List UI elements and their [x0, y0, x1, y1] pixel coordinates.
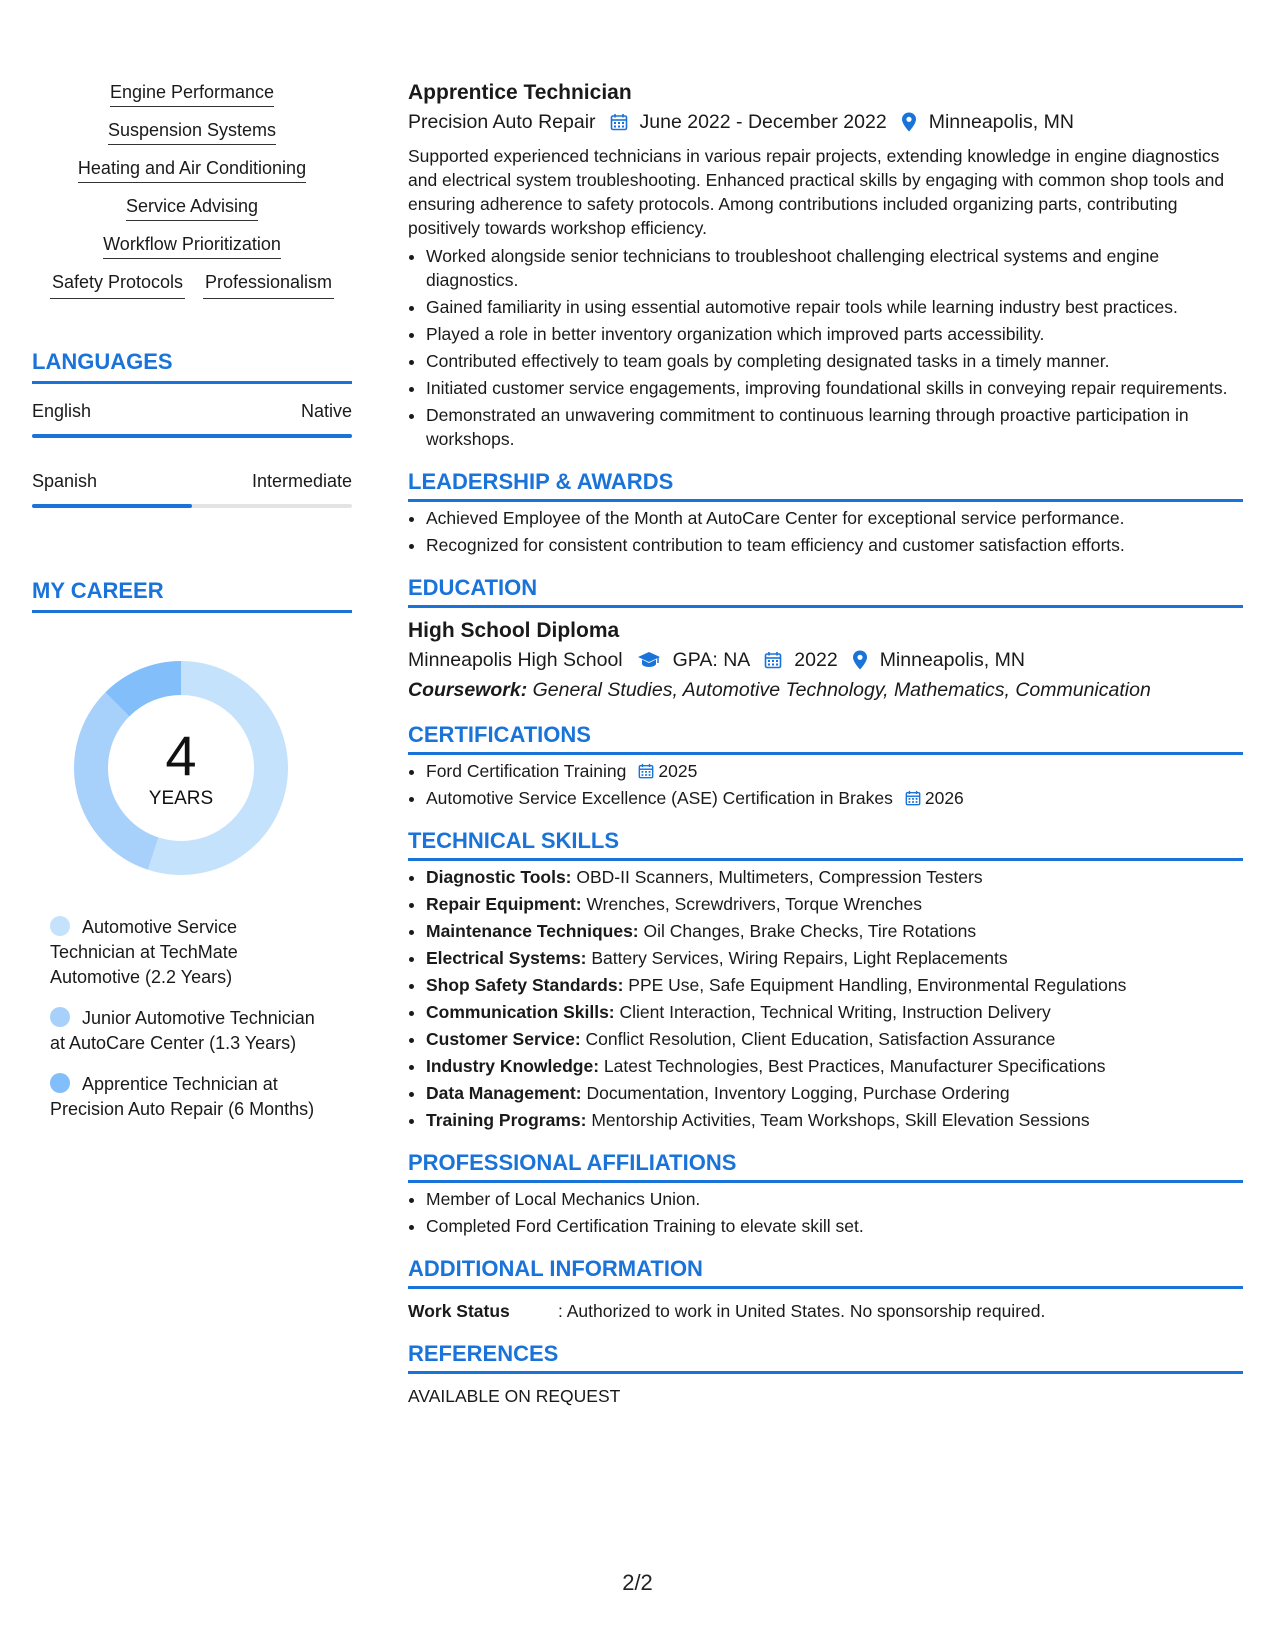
- language-name: English: [32, 401, 92, 421]
- donut-center: [66, 653, 296, 883]
- education-meta: [408, 644, 1243, 676]
- list-item: [426, 1081, 1243, 1105]
- skill-category: Electrical Systems:: [426, 948, 587, 968]
- proficiency-bar: [32, 504, 352, 508]
- work-status-value: : Authorized to work in United States. No sponsorship required.: [558, 1301, 1046, 1321]
- language-level: Intermediate: [251, 471, 352, 491]
- career-heading: MY CAREER: [32, 578, 352, 613]
- technical-skills-heading: TECHNICAL SKILLS: [408, 828, 1243, 861]
- awards-heading: LEADERSHIP & AWARDS: [408, 469, 1243, 502]
- legend-item: [50, 1072, 320, 1122]
- language-level: Native: [300, 401, 352, 421]
- skill-text: Heating and Air Conditioning: [78, 158, 306, 183]
- list-item: [426, 786, 1243, 810]
- education-heading: EDUCATION: [408, 575, 1243, 608]
- technical-skills-list: [408, 865, 1243, 1132]
- work-status: [408, 1299, 1243, 1323]
- certifications-list: [408, 759, 1243, 810]
- career-total: 4: [165, 724, 197, 787]
- skill-tag: [32, 194, 352, 218]
- skill-values: Conflict Resolution, Client Education, Satisfaction Assurance: [580, 1029, 1056, 1049]
- list-item: [426, 1000, 1243, 1024]
- list-item: [426, 865, 1243, 889]
- proficiency-fill: [32, 434, 352, 438]
- references-text: AVAILABLE ON REQUEST: [408, 1386, 621, 1406]
- skill-category: Training Programs:: [426, 1110, 587, 1130]
- job-title: Apprentice Technician: [408, 81, 632, 104]
- list-item: [426, 1054, 1243, 1078]
- affiliations-heading: PROFESSIONAL AFFILIATIONS: [408, 1150, 1243, 1183]
- list-item: [426, 973, 1243, 997]
- skill-category: Maintenance Techniques:: [426, 921, 639, 941]
- skill-tag: Professionalism: [203, 270, 334, 299]
- legend-label: Junior Automotive Technician at AutoCare Center (1.3 Years): [50, 1008, 315, 1053]
- list-item: • Contributed effectively to team goals by completing designated tasks in a timely manner.: [426, 349, 1243, 373]
- skill-text: Engine Performance: [110, 82, 274, 107]
- legend-item: [50, 915, 320, 990]
- list-item: • Member of Local Mechanics Union.: [426, 1187, 1243, 1211]
- skill-category: Customer Service:: [426, 1029, 581, 1049]
- graduation-year: 2022: [794, 649, 838, 671]
- skill-values: PPE Use, Safe Equipment Handling, Environmental Regulations: [623, 975, 1127, 995]
- calendar-icon: [638, 763, 654, 779]
- cert-name: • Ford Certification Training: [426, 761, 627, 781]
- job-dates: June 2022 - December 2022: [639, 111, 887, 133]
- skill-category: Communication Skills:: [426, 1002, 615, 1022]
- skill-tag: [32, 156, 352, 180]
- legend-dot: [50, 1073, 70, 1093]
- certifications-heading: CERTIFICATIONS: [408, 722, 1243, 755]
- skill-values: OBD-II Scanners, Multimeters, Compression Testers: [571, 867, 983, 887]
- list-item: • Gained familiarity in using essential automotive repair tools while learning industry best practices.: [426, 295, 1243, 319]
- skill-tag: [32, 80, 352, 104]
- school-name: Minneapolis High School: [408, 649, 623, 671]
- list-item: • Initiated customer service engagements, improving foundational skills in conveying repair requirements.: [426, 376, 1243, 400]
- list-item: [426, 759, 1243, 783]
- job-meta: [408, 106, 1243, 138]
- career-legend: [50, 915, 320, 1122]
- right-column: [408, 80, 1243, 1408]
- skill-values: Battery Services, Wiring Repairs, Light Replacements: [586, 948, 1008, 968]
- skill-values: Oil Changes, Brake Checks, Tire Rotations: [638, 921, 977, 941]
- list-item: [426, 1027, 1243, 1051]
- languages-heading: LANGUAGES: [32, 349, 352, 384]
- skill-values: Mentorship Activities, Team Workshops, Skill Elevation Sessions: [586, 1110, 1090, 1130]
- skill-tag: [32, 118, 352, 142]
- skill-values: Latest Technologies, Best Practices, Manufacturer Specifications: [599, 1056, 1106, 1076]
- work-status-label: Work Status: [408, 1301, 510, 1321]
- list-item: • Recognized for consistent contribution to team efficiency and customer satisfaction efforts.: [426, 533, 1243, 557]
- education-entry: [408, 618, 1243, 704]
- career-unit: YEARS: [148, 788, 214, 809]
- coursework-label: Coursework:: [408, 679, 528, 701]
- cert-year: 2025: [658, 761, 698, 781]
- graduation-cap-icon: [637, 651, 661, 669]
- list-item: [426, 892, 1243, 916]
- career-donut: [66, 653, 296, 883]
- languages-section: [32, 349, 352, 508]
- skill-tag: [32, 232, 352, 256]
- gpa: GPA: NA: [672, 649, 751, 671]
- cert-name: • Automotive Service Excellence (ASE) Certification in Brakes: [426, 788, 893, 808]
- language-item: [32, 468, 352, 508]
- coursework-list: General Studies, Automotive Technology, Mathematics, Communication: [527, 679, 1151, 701]
- list-item: • Played a role in better inventory organization which improved parts accessibility.: [426, 322, 1243, 346]
- job-location: Minneapolis, MN: [928, 111, 1074, 133]
- location-pin-icon: [852, 650, 868, 670]
- coursework: [408, 676, 1243, 704]
- career-section: [32, 578, 352, 1122]
- skills-list: [32, 80, 352, 299]
- skill-category: Diagnostic Tools:: [426, 867, 572, 887]
- skill-tag: Safety Protocols: [50, 270, 185, 299]
- page-number: 2/2: [622, 1570, 653, 1595]
- references-heading: REFERENCES: [408, 1341, 1243, 1374]
- experience-entry: [408, 80, 1243, 451]
- skill-values: Client Interaction, Technical Writing, Instruction Delivery: [614, 1002, 1051, 1022]
- job-summary: Supported experienced technicians in various repair projects, extending knowledge in engine diagnostics and electrical system troubleshooting. Enhanced practical skills by engaging with common shop tools and ensuring adherence to safety protocols. Among contributions included organizing parts, contributing positively towards workshop efficiency.: [408, 146, 1225, 238]
- skill-text: Service Advising: [126, 196, 258, 221]
- calendar-icon: [764, 651, 782, 669]
- list-item: [426, 1108, 1243, 1132]
- skill-values: Documentation, Inventory Logging, Purchase Ordering: [581, 1083, 1010, 1103]
- calendar-icon: [905, 790, 921, 806]
- list-item: • Completed Ford Certification Training to elevate skill set.: [426, 1214, 1243, 1238]
- skill-category: Data Management:: [426, 1083, 582, 1103]
- list-item: [426, 946, 1243, 970]
- legend-label: Apprentice Technician at Precision Auto Repair (6 Months): [50, 1074, 315, 1119]
- skill-values: Wrenches, Screwdrivers, Torque Wrenches: [581, 894, 922, 914]
- legend-dot: [50, 916, 70, 936]
- skill-text: Suspension Systems: [108, 120, 276, 145]
- legend-item: [50, 1006, 320, 1056]
- skill-category: Industry Knowledge:: [426, 1056, 600, 1076]
- location-pin-icon: [901, 112, 917, 132]
- skill-category: Shop Safety Standards:: [426, 975, 624, 995]
- proficiency-bar: [32, 434, 352, 438]
- language-name: Spanish: [32, 471, 98, 491]
- school-location: Minneapolis, MN: [879, 649, 1025, 671]
- list-item: [426, 919, 1243, 943]
- additional-info-heading: ADDITIONAL INFORMATION: [408, 1256, 1243, 1289]
- skill-category: Repair Equipment:: [426, 894, 582, 914]
- cert-year: 2026: [924, 788, 964, 808]
- list-item: • Demonstrated an unwavering commitment to continuous learning through proactive participation in workshops.: [426, 403, 1243, 451]
- skill-text: Workflow Prioritization: [103, 234, 281, 259]
- legend-dot: [50, 1007, 70, 1027]
- proficiency-fill: [32, 504, 192, 508]
- job-company: Precision Auto Repair: [408, 111, 596, 133]
- job-bullets: [408, 244, 1243, 451]
- degree: High School Diploma: [408, 619, 620, 642]
- affiliations-list: [408, 1187, 1243, 1238]
- legend-label: Automotive Service Technician at TechMate Automotive (2.2 Years): [50, 917, 238, 987]
- list-item: • Worked alongside senior technicians to troubleshoot challenging electrical systems and engine diagnostics.: [426, 244, 1243, 292]
- list-item: • Achieved Employee of the Month at AutoCare Center for exceptional service performance.: [426, 506, 1243, 530]
- left-column: [32, 80, 352, 1138]
- language-item: [32, 398, 352, 438]
- calendar-icon: [610, 113, 628, 131]
- awards-list: [408, 506, 1243, 557]
